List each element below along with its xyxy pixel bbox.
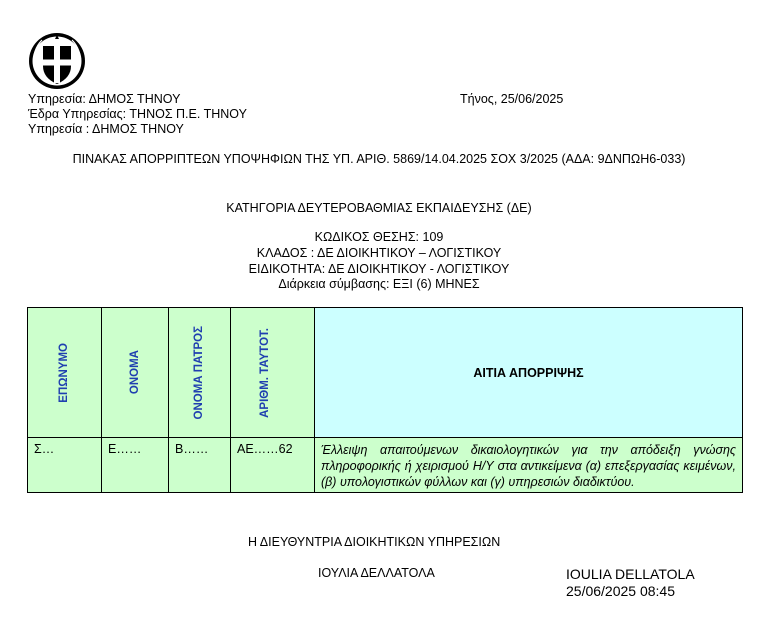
digital-signature-name: IOULIA DELLATOLA xyxy=(566,566,695,582)
table-header-row xyxy=(28,308,743,438)
rejected-candidates-table xyxy=(27,307,743,493)
column-header-father-name: ΟΝΟΜΑ ΠΑΤΡΟΣ xyxy=(169,308,231,438)
place-date: Τήνος, 25/06/2025 xyxy=(460,92,564,106)
cell-name: Ε…… xyxy=(102,438,169,493)
branch: ΚΛΑΔΟΣ : ΔΕ ΔΙΟΙΚΗΤΙΚΟΥ – ΛΟΓΙΣΤΙΚΟΥ xyxy=(256,246,502,260)
greek-coat-of-arms-icon xyxy=(28,32,86,90)
column-header-rejection-reason: ΑΙΤΙΑ ΑΠΟΡΡΙΨΗΣ xyxy=(315,308,743,438)
position-code: ΚΩΔΙΚΟΣ ΘΕΣΗΣ: 109 xyxy=(314,230,444,244)
cell-father-name: Β…… xyxy=(169,438,231,493)
column-header-id-number: ΑΡΙΘΜ. ΤΑΥΤΟΤ. xyxy=(231,308,315,438)
service-label: Υπηρεσία: ΔΗΜΟΣ ΤΗΝΟΥ xyxy=(28,92,181,106)
column-header-surname: ΕΠΩΝΥΜΟ xyxy=(28,308,102,438)
cell-rejection-reason: Έλλειψη απαιτούμενων δικαιολογητικών για την απόδειξη γνώσης πληροφορικής ή χειρισμού Η/Υ στα αντικείμενα (α) επεξεργασίας κειμένων, (β) υπολογιστικών φύλλων και (γ) υπηρεσιών διαδικτύου. xyxy=(315,438,743,493)
seat-label: Έδρα Υπηρεσίας: ΤΗΝΟΣ Π.Ε. ΤΗΝΟΥ xyxy=(28,107,247,121)
signatory-role: Η ΔΙΕΥΘΥΝΤΡΙΑ ΔΙΟΙΚΗΤΙΚΩΝ ΥΠΗΡΕΣΙΩΝ xyxy=(248,535,501,549)
digital-signature-timestamp: 25/06/2025 08:45 xyxy=(566,583,675,599)
column-header-name: ΟΝΟΜΑ xyxy=(102,308,169,438)
cell-id-number: ΑΕ……62 xyxy=(231,438,315,493)
category-heading: ΚΑΤΗΓΟΡΙΑ ΔΕΥΤΕΡΟΒΑΘΜΙΑΣ ΕΚΠΑΙΔΕΥΣΗΣ (ΔΕ) xyxy=(226,201,532,215)
contract-duration: Διάρκεια σύμβασης: ΕΞΙ (6) ΜΗΝΕΣ xyxy=(278,277,480,291)
service-label-2: Υπηρεσία : ΔΗΜΟΣ ΤΗΝΟΥ xyxy=(28,122,184,136)
table-row xyxy=(28,438,743,493)
signatory-name: ΙΟΥΛΙΑ ΔΕΛΛΑΤΟΛΑ xyxy=(318,566,435,580)
document-title: ΠΙΝΑΚΑΣ ΑΠΟΡΡΙΠΤΕΩΝ ΥΠΟΨΗΦΙΩΝ ΤΗΣ ΥΠ. ΑΡΙΘ. 5869/14.04.2025 ΣΟΧ 3/2025 (ΑΔΑ: 9ΔΝΠΩΗ6-033) xyxy=(72,152,686,166)
cell-surname: Σ… xyxy=(28,438,102,493)
specialty: ΕΙΔΙΚΟΤΗΤΑ: ΔΕ ΔΙΟΙΚΗΤΙΚΟΥ - ΛΟΓΙΣΤΙΚΟΥ xyxy=(248,262,510,276)
